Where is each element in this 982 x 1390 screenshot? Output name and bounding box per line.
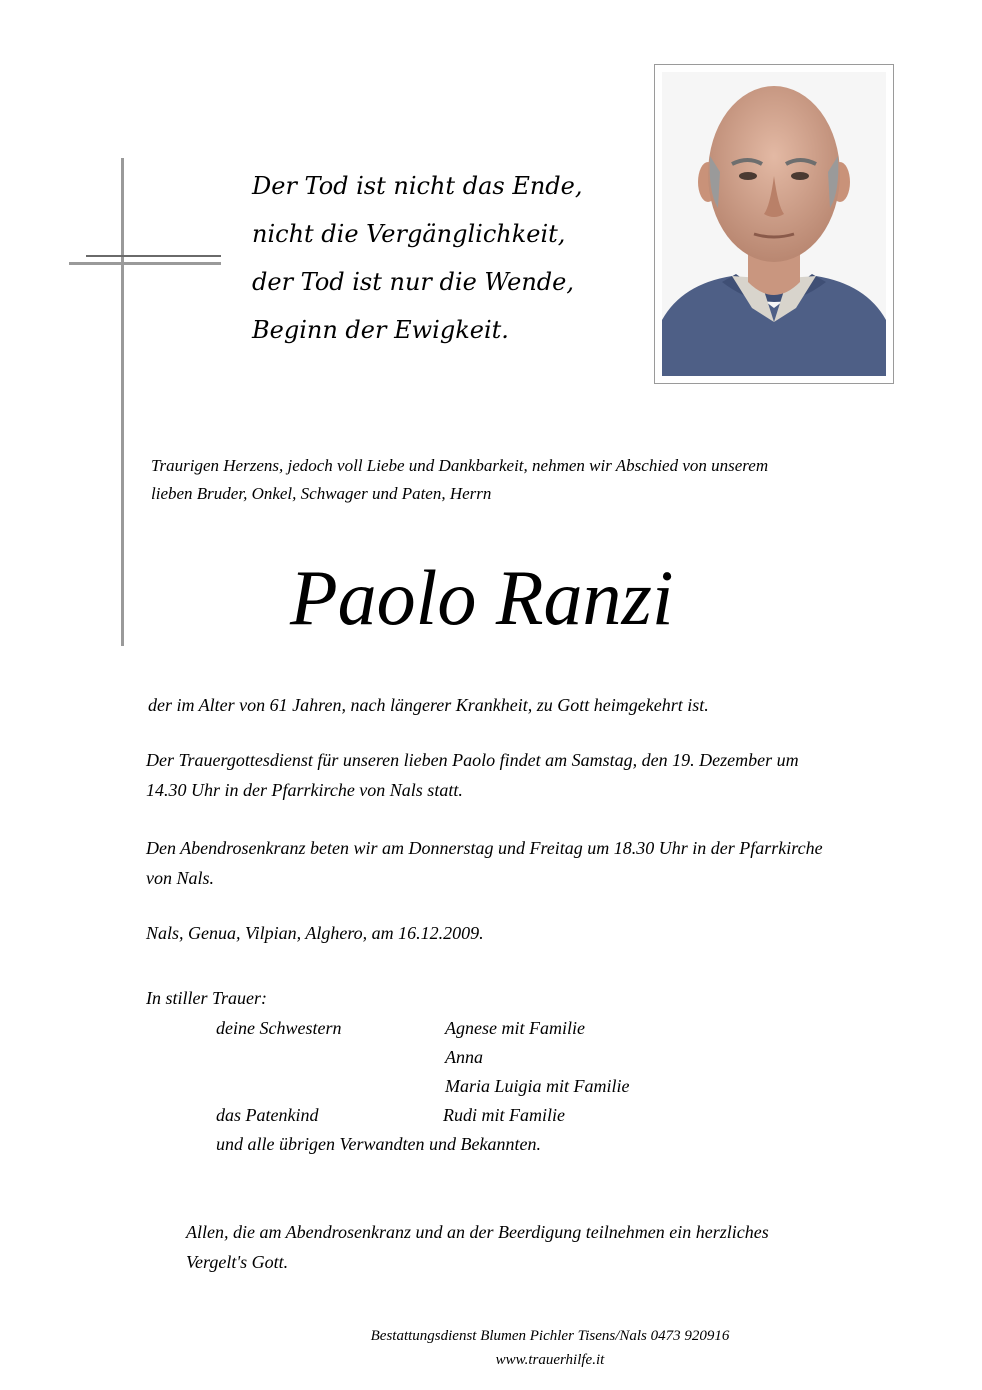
mourners-heading: In stiller Trauer: [146, 988, 268, 1008]
portrait-photo [662, 72, 886, 376]
footer-company: Bestattungsdienst Blumen Pichler Tisens/Nals 0473 920916 [370, 1328, 730, 1344]
funeral-line-2: 14.30 Uhr in der Pfarrkirche von Nals statt. [146, 780, 463, 800]
cross-horizontal-bar-dark [86, 255, 221, 257]
thanks-line-2: Vergelt's Gott. [186, 1252, 289, 1272]
poem [252, 162, 612, 354]
age-statement: der im Alter von 61 Jahren, nach längerer Krankheit, zu Gott heimgekehrt ist. [148, 695, 709, 715]
cross-horizontal-bar [69, 262, 221, 265]
funeral-line-1: Der Trauergottesdienst für unseren lieben Paolo findet am Samstag, den 19. Dezember um [146, 750, 799, 770]
thanks-line-1: Allen, die am Abendrosenkranz und an der Beerdigung teilnehmen ein herzliches [186, 1222, 769, 1242]
footer-website: www.trauerhilfe.it [495, 1352, 605, 1368]
sister-3: Maria Luigia mit Familie [445, 1076, 630, 1096]
portrait-photo-frame [654, 64, 894, 384]
poem-line-2: nicht die Vergänglichkeit, [252, 220, 566, 248]
sister-2: Anna [445, 1047, 483, 1067]
poem-line-4: Beginn der Ewigkeit. [252, 316, 509, 344]
deceased-name: Paolo Ranzi [290, 554, 674, 641]
sister-1: Agnese mit Familie [445, 1018, 585, 1038]
godchild-name: Rudi mit Familie [443, 1105, 565, 1125]
poem-line-3: der Tod ist nur die Wende, [252, 268, 574, 296]
funeral-info [146, 745, 799, 805]
intro-line-2: lieben Bruder, Onkel, Schwager und Paten, Herrn [151, 484, 492, 503]
rosary-line-2: von Nals. [146, 868, 215, 888]
place-date: Nals, Genua, Vilpian, Alghero, am 16.12.2009. [146, 923, 484, 943]
rosary-line-1: Den Abendrosenkranz beten wir am Donnerstag und Freitag um 18.30 Uhr in der Pfarrkirche [146, 838, 823, 858]
cross-vertical-bar [121, 158, 124, 646]
intro-text [151, 452, 921, 508]
poem-line-1: Der Tod ist nicht das Ende, [252, 172, 583, 200]
sisters-label: deine Schwestern [216, 1018, 342, 1038]
relatives-line: und alle übrigen Verwandten und Bekannten. [216, 1134, 541, 1154]
rosary-info [146, 833, 823, 893]
portrait-illustration [662, 72, 886, 376]
thanks-text [186, 1217, 769, 1277]
godchild-label: das Patenkind [216, 1105, 319, 1125]
intro-line-1: Traurigen Herzens, jedoch voll Liebe und Dankbarkeit, nehmen wir Abschied von unserem [151, 456, 769, 475]
